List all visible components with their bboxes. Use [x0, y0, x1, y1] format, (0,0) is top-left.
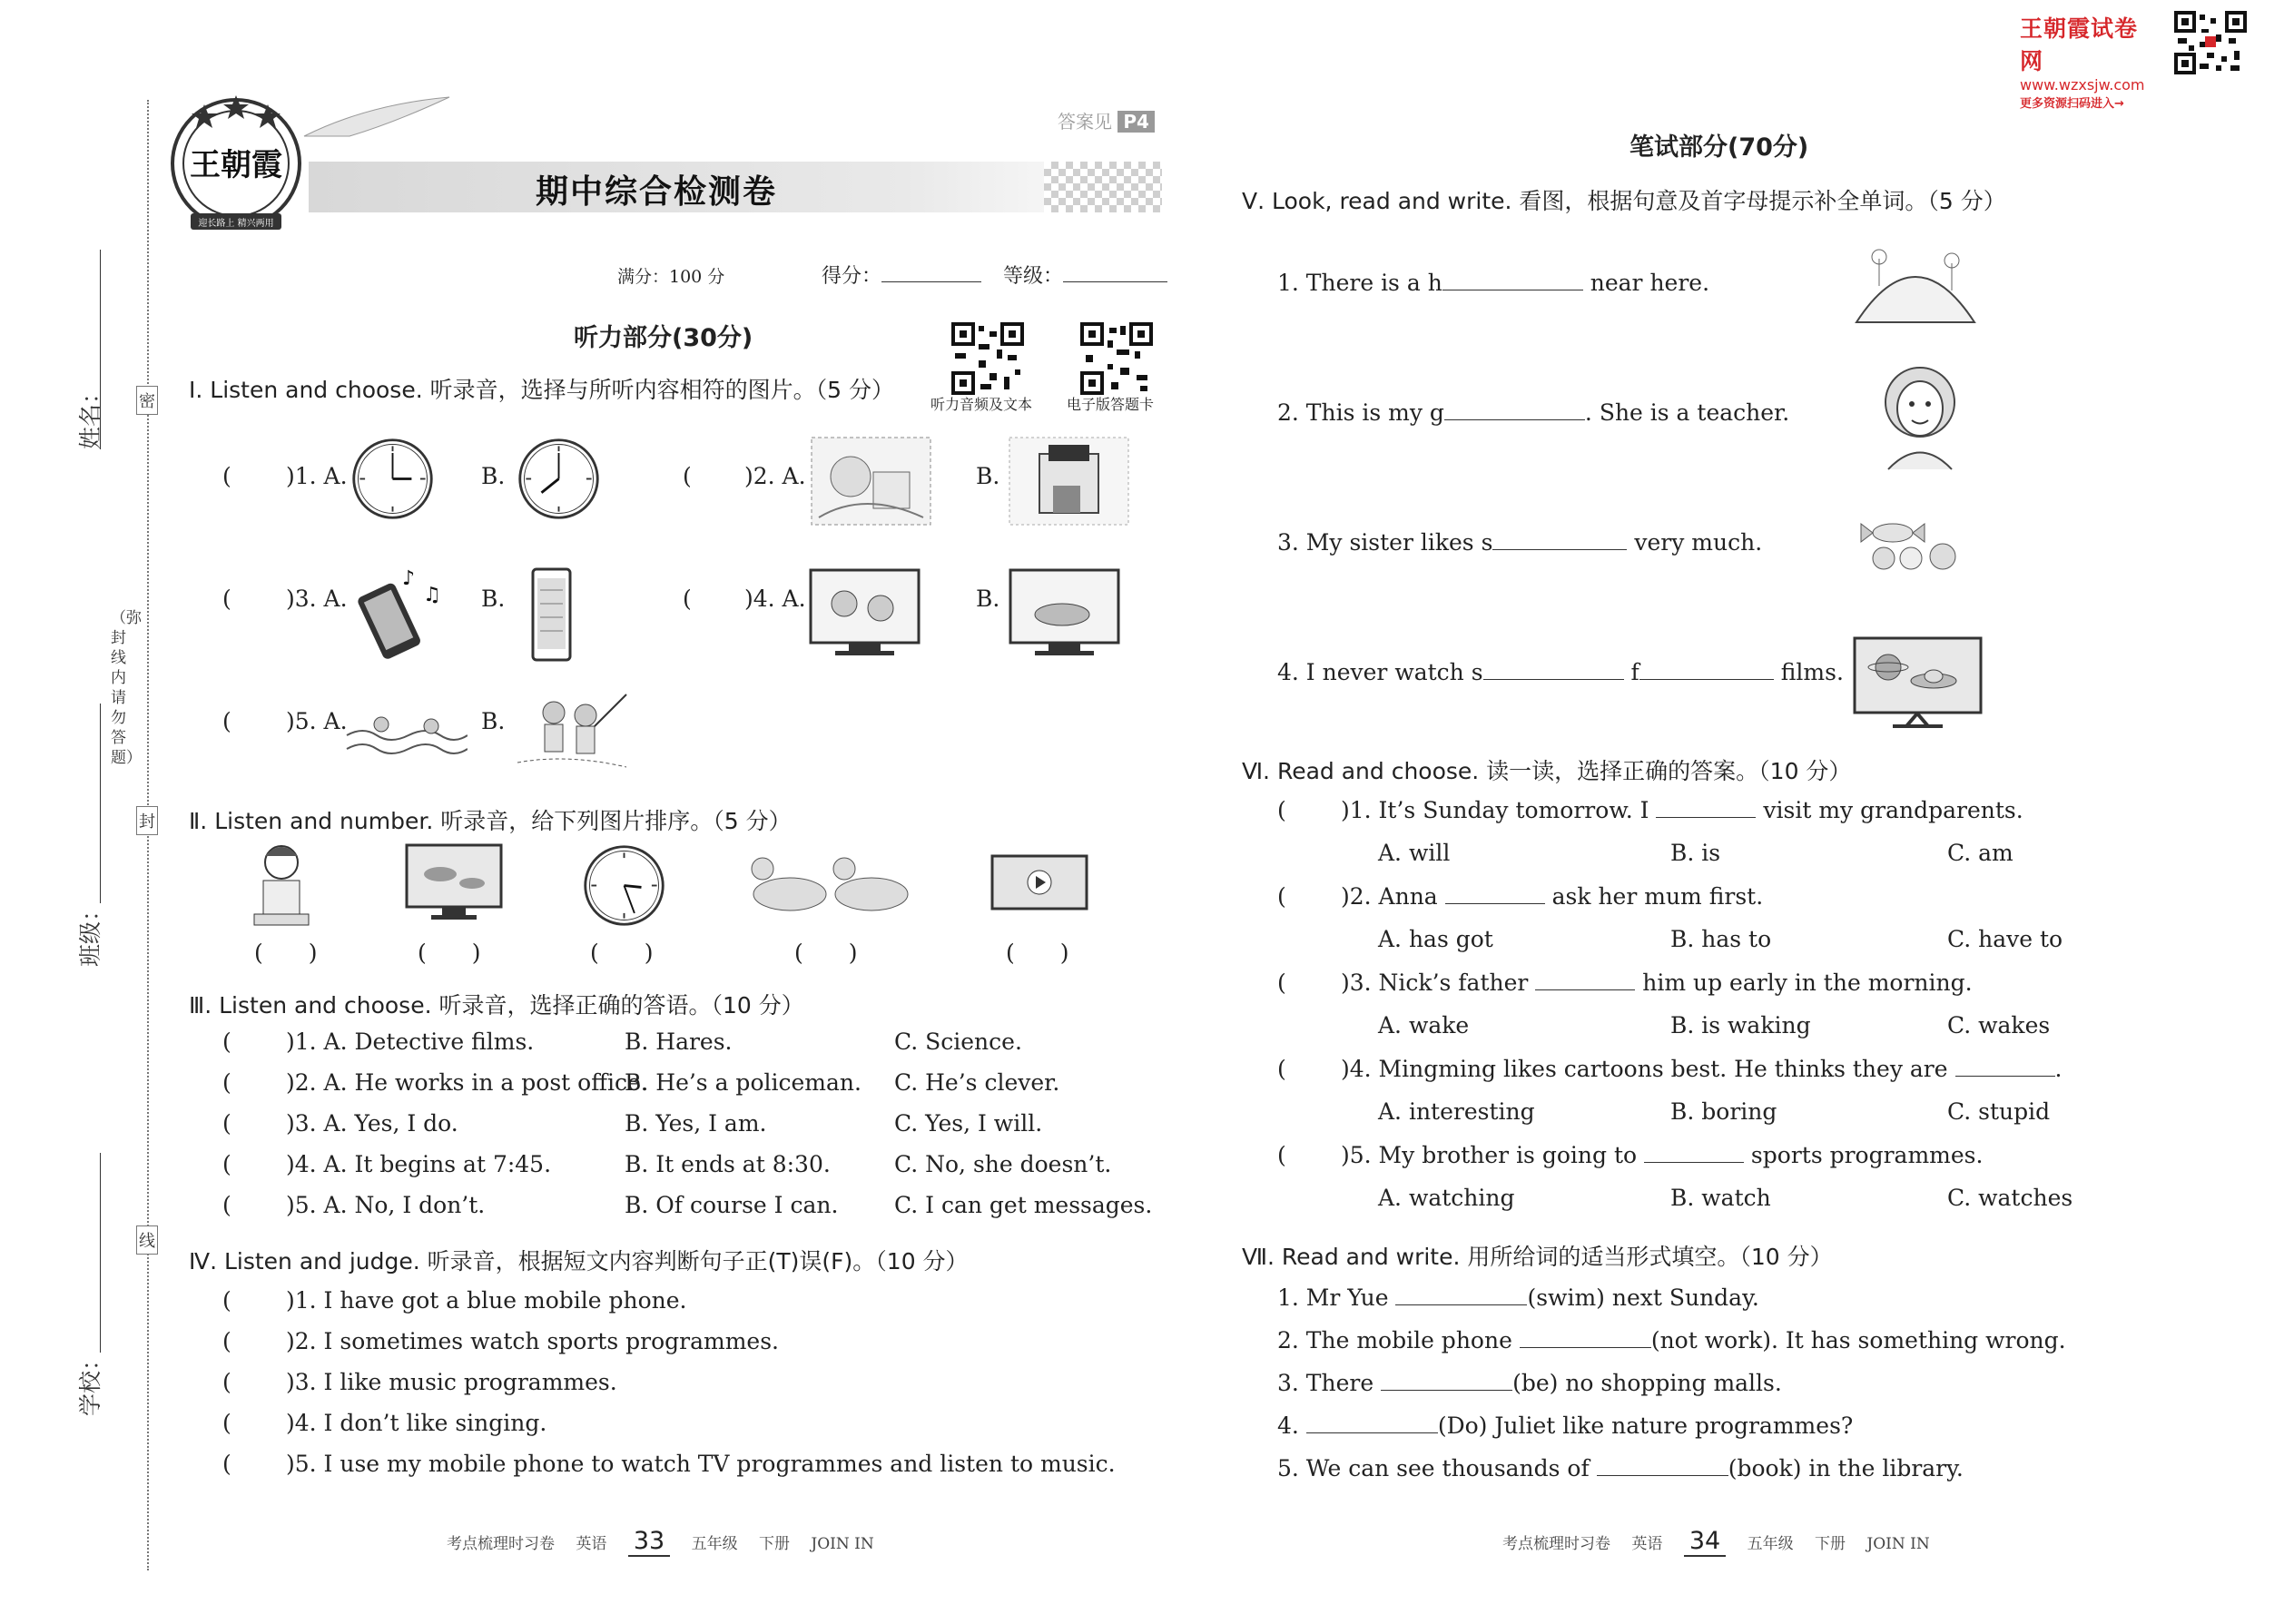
s5-q3: [1277, 529, 1762, 556]
s3-q4-c: C. No, she doesn’t.: [894, 1151, 1112, 1177]
section-7-title: Ⅶ. Read and write. 用所给词的适当形式填空。（10 分）: [1242, 1244, 1833, 1270]
full-score: 满分：100 分: [617, 267, 725, 287]
school-field[interactable]: [100, 1153, 101, 1353]
clock-icon: [516, 436, 602, 522]
s2-answer-2[interactable]: ( ): [418, 940, 481, 966]
s6-q4-blank[interactable]: [1955, 1056, 2055, 1077]
s4-q5: )5. I use my mobile phone to watch TV programmes and listen to music.: [286, 1451, 1116, 1477]
s6-q5-c[interactable]: C. watches: [1947, 1185, 2073, 1211]
footer-grade: 五年级: [1747, 1535, 1794, 1553]
page-number: 33: [628, 1527, 670, 1557]
section-5-title: Ⅴ. Look, read and write. 看图，根据句意及首字母提示补全单词。（5 分）: [1242, 188, 2006, 214]
girl-writing-picture: [250, 840, 313, 935]
s3-q5-c: C. I can get messages.: [894, 1192, 1153, 1218]
paren-open: (: [222, 1029, 231, 1055]
s3-q4-a: )4. A. It begins at 7:45.: [286, 1151, 552, 1177]
paren-open: (: [222, 586, 231, 612]
answer-ref: [1058, 107, 1155, 133]
s5-q3-blank[interactable]: [1492, 529, 1627, 550]
footer-term: 下册: [1814, 1535, 1846, 1553]
paren-open: (: [1277, 883, 1286, 910]
park-picture: [810, 436, 932, 527]
audio-qr-code[interactable]: [951, 322, 1024, 395]
s6-q2-a[interactable]: A. has got: [1378, 926, 1493, 952]
s2-answer-4[interactable]: ( ): [794, 940, 858, 966]
name-field[interactable]: [100, 250, 101, 449]
s5-q4-post: films.: [1773, 659, 1844, 685]
video-player-picture: [989, 853, 1089, 912]
footer-term: 下册: [758, 1535, 790, 1553]
s6-q5-blank[interactable]: [1644, 1142, 1744, 1163]
tv-space-picture: [1852, 635, 1984, 731]
logo-text: 王朝霞: [190, 147, 282, 183]
s6-q5-pre: )5. My brother is going to: [1341, 1142, 1644, 1168]
paren-open: (: [1277, 797, 1286, 823]
site-url[interactable]: www.wzxsjw.com: [2020, 76, 2145, 94]
paren-open: (: [222, 1069, 231, 1096]
s2-answer-1[interactable]: ( ): [254, 940, 318, 966]
footer-book: 考点梳理时习卷: [447, 1535, 555, 1553]
footer-subject: 英语: [1631, 1535, 1663, 1553]
footer-edition: JOIN IN: [1866, 1535, 1930, 1553]
answer-ref-page: P4: [1117, 111, 1155, 133]
clock-icon: [581, 842, 667, 929]
s7-q1: [1277, 1284, 1759, 1311]
s6-q5-a[interactable]: A. watching: [1378, 1185, 1515, 1211]
s1-q5-b: B.: [481, 708, 506, 734]
s7-q3: [1277, 1370, 1782, 1396]
s5-q3-letter: s: [1481, 529, 1493, 556]
tv-fish-picture: [404, 842, 504, 924]
s6-q3-post: him up early in the morning.: [1635, 969, 1973, 996]
s1-q4-label: )4. A.: [744, 586, 806, 612]
s6-q2: [1341, 883, 1763, 910]
s6-q4: [1341, 1056, 2062, 1082]
s6-q5: [1341, 1142, 1983, 1168]
s4-q3: )3. I like music programmes.: [286, 1369, 617, 1395]
site-brand: [2020, 11, 2151, 111]
logo-ribbon: 迎长路上 精兴两用: [198, 219, 274, 229]
paren-open: (: [222, 1410, 231, 1436]
s1-q1-b: B.: [481, 463, 506, 489]
fishing-picture: [513, 690, 631, 772]
s3-q1-a: )1. A. Detective films.: [286, 1029, 535, 1055]
s7-q1-pre: 1. Mr Yue: [1277, 1284, 1396, 1311]
score-label-text: 得分：: [822, 265, 882, 288]
school-label: 学校：: [77, 1347, 103, 1416]
s7-q3-blank[interactable]: [1381, 1370, 1512, 1391]
s6-q1: [1341, 797, 2023, 823]
title-banner-checker: [1044, 162, 1162, 212]
s5-q3-post: very much.: [1627, 529, 1763, 556]
sweets-picture: [1856, 513, 1974, 576]
s7-q5-post: (book) in the library.: [1728, 1455, 1964, 1481]
s2-answer-3[interactable]: ( ): [590, 940, 654, 966]
s6-q2-blank[interactable]: [1445, 883, 1545, 904]
s5-q2: [1277, 399, 1789, 426]
page-title: 期中综合检测卷: [536, 173, 778, 211]
s5-q1: [1277, 270, 1709, 296]
s3-q1-b: B. Hares.: [625, 1029, 733, 1055]
s7-q2-pre: 2. The mobile phone: [1277, 1327, 1520, 1353]
paren-open: (: [222, 1451, 231, 1477]
grade-label: [1003, 261, 1167, 289]
paren-open: (: [222, 1328, 231, 1354]
site-name: 王朝霞试卷网: [2020, 15, 2139, 74]
s6-q3: [1341, 969, 1973, 996]
s7-q3-pre: 3. There: [1277, 1370, 1382, 1396]
section-3-title: Ⅲ. Listen and choose. 听录音，选择正确的答语。（10 分）: [189, 992, 804, 1019]
s3-q2-c: C. He’s clever.: [894, 1069, 1060, 1096]
s4-q1: )1. I have got a blue mobile phone.: [286, 1287, 687, 1314]
paren-open: (: [1277, 1056, 1286, 1082]
s1-q1-label: )1. A.: [286, 463, 348, 489]
s5-q4-pre: 4. I never watch: [1277, 659, 1472, 685]
paren-open: (: [683, 463, 692, 489]
footer-subject: 英语: [576, 1535, 607, 1553]
tv-cartoon-picture: [808, 567, 921, 658]
s6-q2-pre: )2. Anna: [1341, 883, 1445, 910]
score-label: [822, 261, 981, 289]
s5-q1-post: near here.: [1582, 270, 1710, 296]
s6-q5-b[interactable]: B. watch: [1670, 1185, 1771, 1211]
s1-q4-b: B.: [976, 586, 1000, 612]
s2-answer-5[interactable]: ( ): [1006, 940, 1069, 966]
s4-q2: )2. I sometimes watch sports programmes.: [286, 1328, 779, 1354]
s5-q4-letter1: s: [1471, 659, 1483, 685]
s7-q4-blank[interactable]: [1306, 1412, 1438, 1433]
binding-mark-1: 密: [136, 386, 158, 415]
swimming-picture: [345, 690, 468, 772]
s6-q3-pre: )3. Nick’s father: [1341, 969, 1536, 996]
s5-q2-letter: g: [1429, 399, 1444, 426]
s7-q5: [1277, 1455, 1964, 1481]
grade-label-text: 等级：: [1003, 265, 1064, 288]
footer-grade: 五年级: [691, 1535, 738, 1553]
s7-q2: [1277, 1327, 2066, 1353]
grade-field[interactable]: [1063, 261, 1167, 282]
site-tag: 更多资源扫码进入→: [2020, 97, 2124, 111]
svg-text:♫: ♫: [423, 584, 441, 606]
writing-title: 笔试部分(70分): [1629, 133, 1809, 162]
s7-q2-blank[interactable]: [1520, 1327, 1651, 1348]
audio-qr-caption: 听力音频及文本: [930, 396, 1033, 413]
section-1-title: Ⅰ. Listen and choose. 听录音，选择与所听内容相符的图片。（5 分）: [189, 377, 894, 403]
mobile-phone-music-icon: [352, 565, 443, 660]
binding-dotted-line: [147, 100, 149, 1570]
s6-q2-post: ask her mum first.: [1544, 883, 1764, 910]
s5-q1-blank[interactable]: [1442, 270, 1583, 290]
s6-q4-c[interactable]: C. stupid: [1947, 1098, 2051, 1125]
s6-q1-b[interactable]: B. is: [1670, 840, 1721, 866]
site-qr-code[interactable]: [2174, 11, 2247, 74]
s7-q2-post: (not work). It has something wrong.: [1650, 1327, 2066, 1353]
s6-q4-pre: )4. Mingming likes cartoons best. He thinks they are: [1341, 1056, 1955, 1082]
s1-q2-label: )2. A.: [744, 463, 806, 489]
s7-q4-post: (Do) Juliet like nature programmes?: [1437, 1412, 1854, 1439]
answer-sheet-qr-caption: 电子版答题卡: [1067, 396, 1155, 413]
s7-q5-blank[interactable]: [1597, 1455, 1728, 1476]
paren-open: (: [222, 1110, 231, 1137]
s3-q4-b: B. It ends at 8:30.: [625, 1151, 831, 1177]
s5-q4-blank2[interactable]: [1639, 659, 1774, 680]
s6-q3-b[interactable]: B. is waking: [1670, 1012, 1811, 1038]
s5-q4-letter2: f: [1630, 659, 1639, 685]
page-number: 34: [1684, 1527, 1726, 1557]
s7-q3-post: (be) no shopping malls.: [1512, 1370, 1782, 1396]
footer-left: [447, 1527, 874, 1555]
s3-q5-b: B. Of course I can.: [625, 1192, 839, 1218]
s6-q2-b[interactable]: B. has to: [1670, 926, 1772, 952]
s1-q5-label: )5. A.: [286, 708, 348, 734]
s6-q4-b[interactable]: B. boring: [1670, 1098, 1777, 1125]
cut-note: （弥封线内请勿答题）: [111, 609, 142, 767]
s7-q4-pre: 4.: [1277, 1412, 1306, 1439]
s3-q2-a: )2. A. He works in a post office.: [286, 1069, 648, 1096]
s1-q2-b: B.: [976, 463, 1000, 489]
class-field[interactable]: [100, 704, 101, 903]
listening-title: 听力部分(30分): [574, 324, 753, 352]
name-label: 姓名：: [77, 380, 103, 449]
clock-icon: [350, 436, 436, 522]
s1-q3-b: B.: [481, 586, 506, 612]
s3-q3-c: C. Yes, I will.: [894, 1110, 1043, 1137]
s6-q1-blank[interactable]: [1656, 797, 1756, 818]
answer-sheet-qr-code[interactable]: [1080, 322, 1153, 395]
section-2-title: Ⅱ. Listen and number. 听录音，给下列图片排序。（5 分）: [189, 808, 792, 834]
tv-nature-picture: [1008, 567, 1121, 658]
s5-q1-pre: 1. There is a: [1277, 270, 1428, 296]
footer-right: [1502, 1527, 1930, 1555]
section-6-title: Ⅵ. Read and choose. 读一读，选择正确的答案。（10 分）: [1242, 758, 1852, 784]
s5-q1-letter: h: [1427, 270, 1442, 296]
paren-open: (: [222, 708, 231, 734]
binding-mark-3: 线: [136, 1225, 158, 1255]
s6-q1-pre: )1. It’s Sunday tomorrow. I: [1341, 797, 1657, 823]
footer-edition: JOIN IN: [811, 1535, 874, 1553]
s5-q4-blank1[interactable]: [1483, 659, 1624, 680]
s6-q1-post: visit my grandparents.: [1756, 797, 2023, 823]
s3-q5-a: )5. A. No, I don’t.: [286, 1192, 486, 1218]
s7-q5-pre: 5. We can see thousands of: [1277, 1455, 1597, 1481]
s7-q1-post: (swim) next Sunday.: [1527, 1284, 1759, 1311]
s6-q4-a[interactable]: A. interesting: [1378, 1098, 1535, 1125]
grandmother-picture: [1870, 359, 1970, 472]
s6-q2-c[interactable]: C. have to: [1947, 926, 2063, 952]
s6-q3-c[interactable]: C. wakes: [1947, 1012, 2051, 1038]
s5-q2-pre: 2. This is my: [1277, 399, 1430, 426]
s3-q1-c: C. Science.: [894, 1029, 1022, 1055]
s5-q2-post: . She is a teacher.: [1584, 399, 1790, 426]
answer-ref-label: 答案见: [1058, 111, 1112, 133]
s7-q4: [1277, 1412, 1853, 1439]
paren-open: (: [222, 463, 231, 489]
s5-q3-pre: 3. My sister likes: [1277, 529, 1482, 556]
paren-open: (: [1277, 1142, 1286, 1168]
paren-open: (: [222, 1369, 231, 1395]
mobile-phone-icon: [531, 567, 572, 663]
paren-open: (: [222, 1192, 231, 1218]
s6-q3-a[interactable]: A. wake: [1378, 1012, 1470, 1038]
s7-q1-blank[interactable]: [1395, 1284, 1527, 1305]
paren-open: (: [222, 1287, 231, 1314]
s3-q3-a: )3. A. Yes, I do.: [286, 1110, 458, 1137]
binding-mark-2: 封: [136, 806, 158, 835]
seals-picture: [744, 849, 912, 921]
s6-q3-blank[interactable]: [1535, 969, 1635, 990]
s6-q1-c[interactable]: C. am: [1947, 840, 2013, 866]
paren-open: (: [683, 586, 692, 612]
s3-q3-b: B. Yes, I am.: [625, 1110, 767, 1137]
s5-q2-blank[interactable]: [1444, 399, 1585, 420]
s5-q4: [1277, 659, 1844, 685]
paren-open: (: [222, 1151, 231, 1177]
hill-picture: [1852, 241, 1979, 331]
s6-q1-a[interactable]: A. will: [1378, 840, 1451, 866]
cinema-picture: [1008, 436, 1130, 527]
s3-q2-b: B. He’s a policeman.: [625, 1069, 861, 1096]
paren-open: (: [1277, 969, 1286, 996]
s4-q4: )4. I don’t like singing.: [286, 1410, 547, 1436]
s6-q4-post: .: [2054, 1056, 2063, 1082]
s1-q3-label: )3. A.: [286, 586, 348, 612]
footer-book: 考点梳理时习卷: [1502, 1535, 1610, 1553]
section-4-title: Ⅳ. Listen and judge. 听录音，根据短文内容判断句子正(T)误(F)。（10 分）: [189, 1248, 969, 1275]
svg-text:♪: ♪: [402, 567, 416, 590]
class-label: 班级：: [77, 898, 103, 967]
score-field[interactable]: [881, 261, 981, 282]
s6-q5-post: sports programmes.: [1743, 1142, 1984, 1168]
